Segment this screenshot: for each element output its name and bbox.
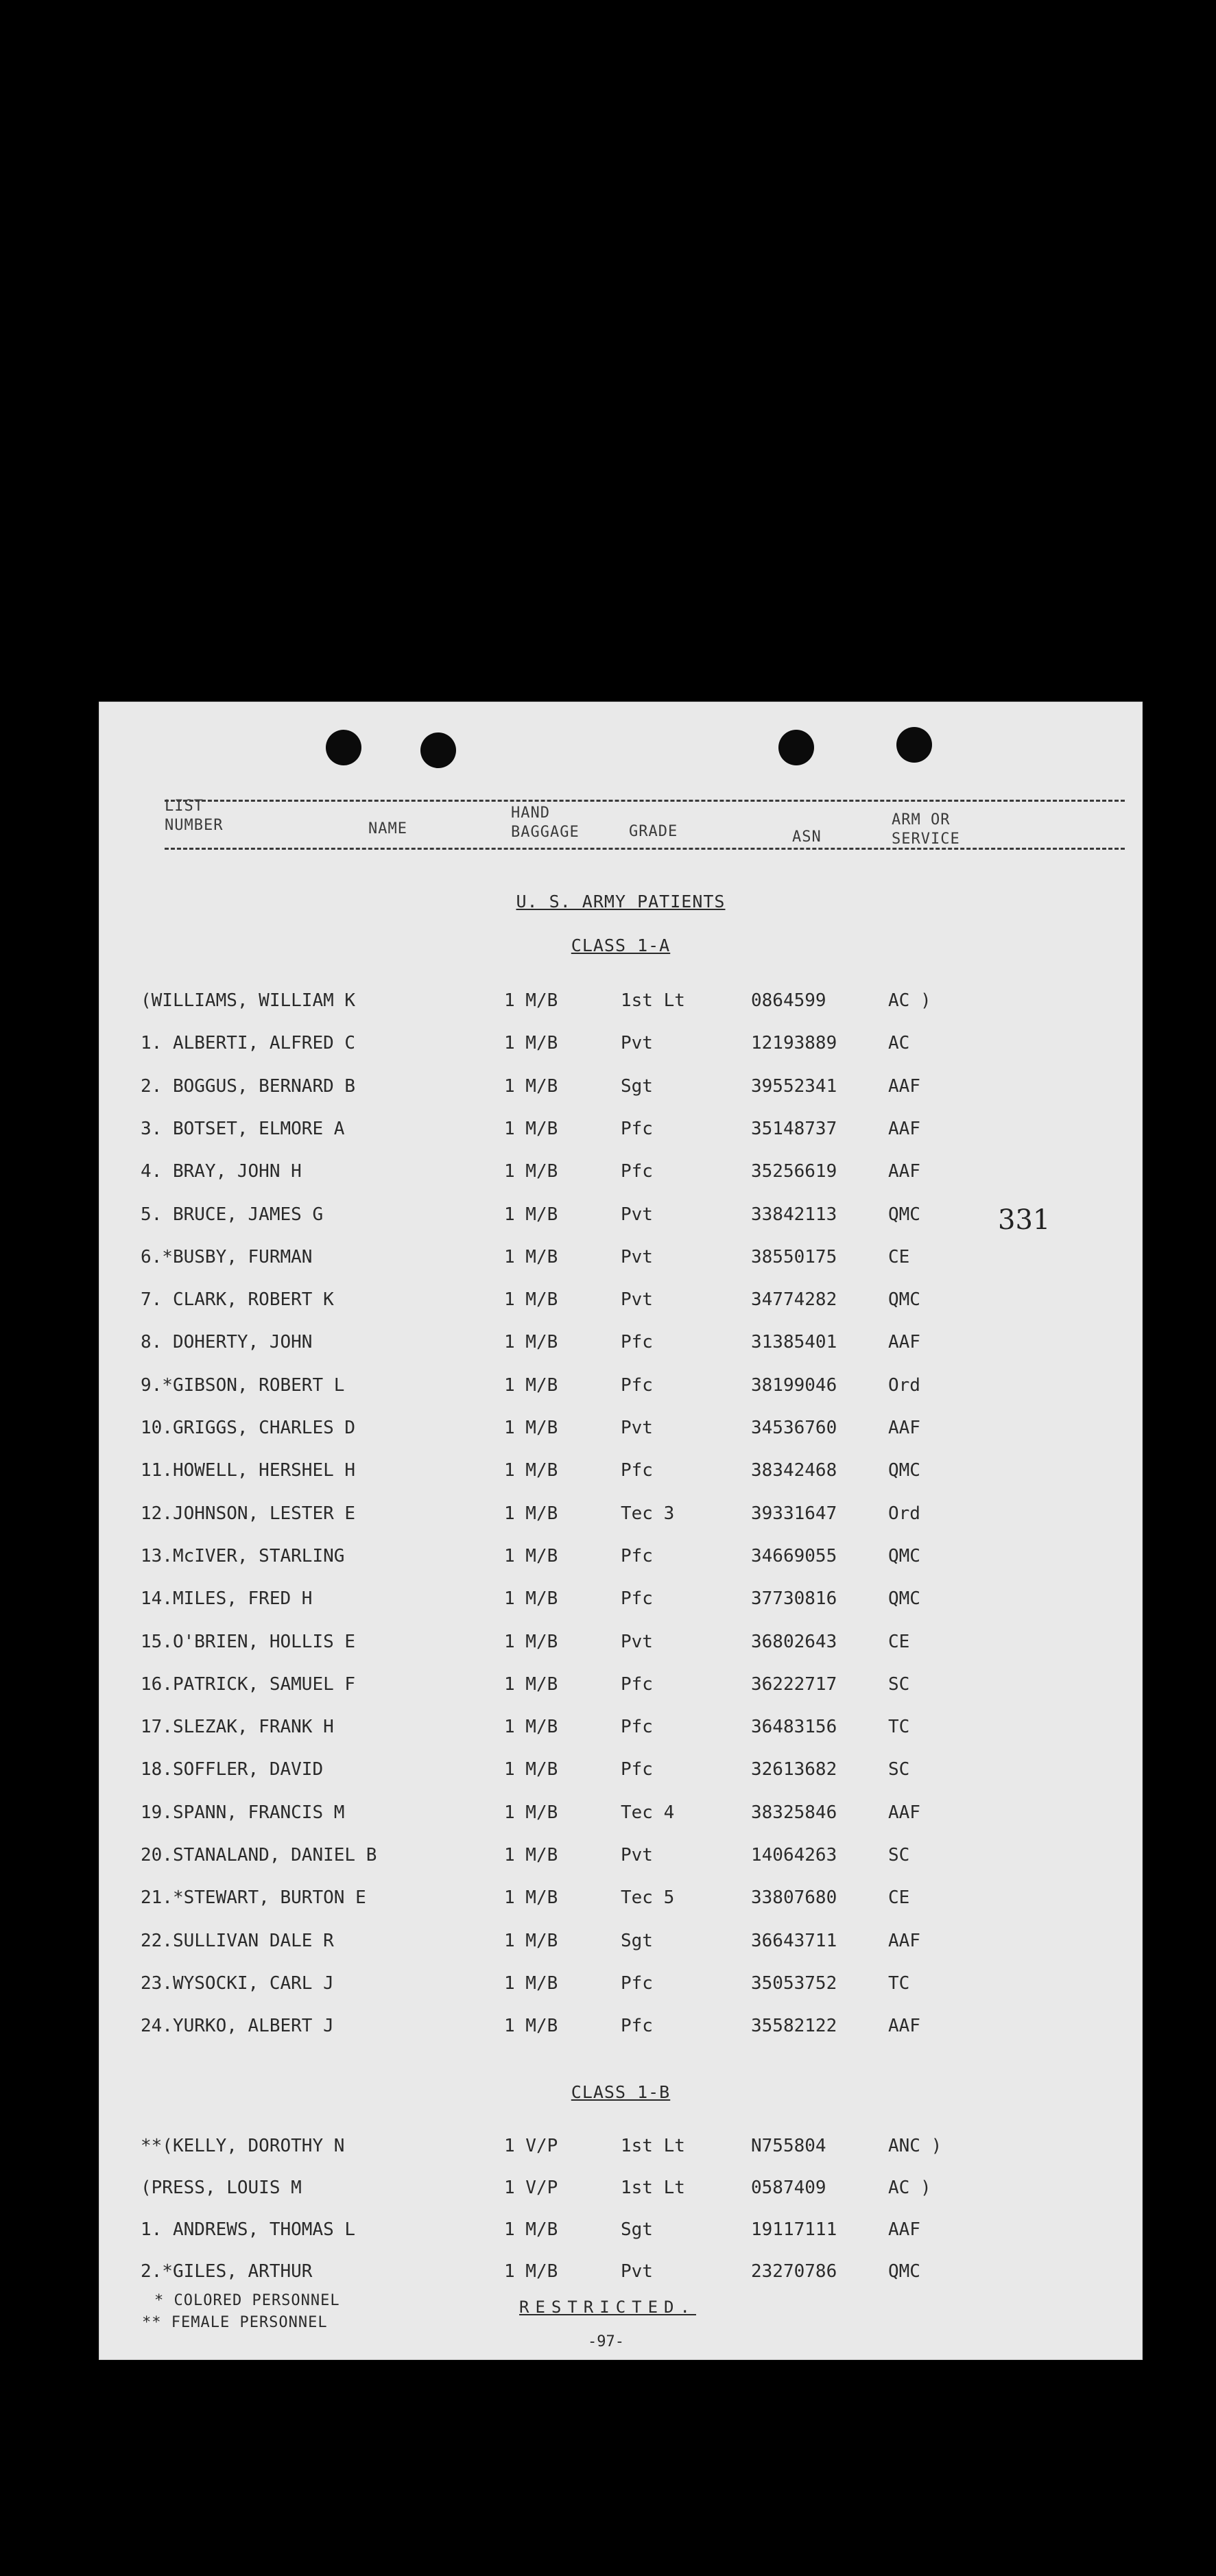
- asn: 34774282: [751, 1289, 837, 1311]
- table-row: [99, 1247, 1142, 1274]
- arm-or-service: AAF: [888, 1802, 920, 1823]
- patient-name: 11.HOWELL, HERSHEL H: [141, 1460, 356, 1481]
- patient-name: 9.*GIBSON, ROBERT L: [141, 1374, 345, 1396]
- patient-name: 10.GRIGGS, CHARLES D: [141, 1418, 356, 1438]
- arm-or-service: Ord: [888, 1374, 920, 1396]
- arm-or-service: CE: [888, 1246, 910, 1267]
- arm-or-service: AAF: [888, 2219, 920, 2240]
- patient-name: (PRESS, LOUIS M: [141, 2178, 302, 2198]
- asn: 34669055: [751, 1545, 837, 1566]
- arm-or-service: TC: [888, 1972, 910, 1994]
- grade: Pfc: [621, 1717, 653, 1738]
- header-arm-or-service: ARM OR SERVICE: [892, 811, 960, 848]
- arm-or-service: AAF: [888, 1118, 920, 1139]
- arm-or-service: QMC: [888, 1545, 920, 1566]
- footnote-female: ** FEMALE PERSONNEL: [142, 2314, 328, 2331]
- hand-baggage: 1 M/B: [504, 1332, 558, 1353]
- arm-or-service: QMC: [888, 1289, 920, 1311]
- patient-name: 7. CLARK, ROBERT K: [141, 1289, 334, 1311]
- header-grade: GRADE: [629, 823, 678, 840]
- hand-baggage: 1 M/B: [504, 1161, 558, 1182]
- asn: 39331647: [751, 1503, 837, 1524]
- grade: Pvt: [621, 1289, 653, 1311]
- hand-baggage: 1 M/B: [504, 1802, 558, 1823]
- footnote-colored: * COLORED PERSONNEL: [154, 2292, 340, 2309]
- grade: Pfc: [621, 2016, 653, 2037]
- table-row: [99, 1503, 1142, 1531]
- arm-or-service: CE: [888, 1631, 910, 1652]
- grade: 1st Lt: [621, 2136, 685, 2156]
- patient-name: 16.PATRICK, SAMUEL F: [141, 1673, 356, 1695]
- asn: 36643711: [751, 1930, 837, 1951]
- grade: Pvt: [621, 1845, 653, 1865]
- arm-or-service: SC: [888, 1759, 910, 1780]
- hand-baggage: 1 M/B: [504, 2219, 558, 2240]
- arm-or-service: TC: [888, 1717, 910, 1738]
- grade: Pfc: [621, 1460, 653, 1481]
- hand-baggage: 1 M/B: [504, 1503, 558, 1524]
- asn: 35582122: [751, 2016, 837, 2037]
- asn: 38325846: [751, 1802, 837, 1823]
- grade: Pvt: [621, 1246, 653, 1267]
- grade: Sgt: [621, 2219, 653, 2240]
- table-row: [99, 1418, 1142, 1445]
- hand-baggage: 1 M/B: [504, 1717, 558, 1738]
- arm-or-service: AC ): [888, 990, 931, 1011]
- asn: N755804: [751, 2136, 826, 2156]
- patient-name: 6.*BUSBY, FURMAN: [141, 1246, 313, 1267]
- punch-hole: [896, 727, 932, 763]
- header-hand-baggage: HAND BAGGAGE: [511, 804, 580, 841]
- patient-name: (WILLIAMS, WILLIAM K: [141, 990, 356, 1011]
- asn: 12193889: [751, 1033, 837, 1054]
- grade: 1st Lt: [621, 990, 685, 1011]
- patient-name: 23.WYSOCKI, CARL J: [141, 1972, 334, 1994]
- grade: Tec 5: [621, 1887, 675, 1909]
- hand-baggage: 1 M/B: [504, 1545, 558, 1566]
- patient-name: 1. ALBERTI, ALFRED C: [141, 1033, 356, 1054]
- grade: Pvt: [621, 1418, 653, 1438]
- grade: 1st Lt: [621, 2178, 685, 2198]
- hand-baggage: 1 V/P: [504, 2178, 558, 2198]
- grade: Sgt: [621, 1075, 653, 1097]
- hand-baggage: 1 M/B: [504, 1631, 558, 1652]
- arm-or-service: QMC: [888, 1460, 920, 1481]
- arm-or-service: QMC: [888, 2261, 920, 2282]
- grade: Pfc: [621, 1332, 653, 1353]
- asn: 23270786: [751, 2261, 837, 2282]
- page-number: -97-: [588, 2333, 624, 2350]
- asn: 38342468: [751, 1460, 837, 1481]
- patient-name: 12.JOHNSON, LESTER E: [141, 1503, 356, 1524]
- class-1a-heading: CLASS 1-A: [571, 935, 671, 955]
- arm-or-service: SC: [888, 1845, 910, 1865]
- asn: 32613682: [751, 1759, 837, 1780]
- asn: 33842113: [751, 1204, 837, 1225]
- arm-or-service: QMC: [888, 1204, 920, 1225]
- patient-name: 20.STANALAND, DANIEL B: [141, 1845, 377, 1865]
- hand-baggage: 1 M/B: [504, 1418, 558, 1438]
- table-row: [99, 1632, 1142, 1659]
- asn: 31385401: [751, 1332, 837, 1353]
- header-name: NAME: [368, 820, 407, 837]
- table-row: [99, 1460, 1142, 1488]
- table-row: [99, 1588, 1142, 1616]
- asn: 37730816: [751, 1588, 837, 1610]
- hand-baggage: 1 M/B: [504, 1289, 558, 1311]
- table-row: [99, 1204, 1142, 1232]
- restricted-marking: RESTRICTED.: [519, 2298, 696, 2317]
- table-row: [99, 990, 1142, 1018]
- patient-name: 2. BOGGUS, BERNARD B: [141, 1075, 356, 1097]
- asn: 35256619: [751, 1161, 837, 1182]
- header-asn: ASN: [792, 828, 822, 846]
- asn: 38550175: [751, 1246, 837, 1267]
- table-row: [99, 1759, 1142, 1787]
- table-row: [99, 1161, 1142, 1189]
- patient-name: 4. BRAY, JOHN H: [141, 1161, 302, 1182]
- table-row: [99, 1717, 1142, 1744]
- arm-or-service: AC: [888, 1033, 910, 1054]
- arm-or-service: AAF: [888, 1930, 920, 1951]
- patient-name: 24.YURKO, ALBERT J: [141, 2016, 334, 2037]
- asn: 36222717: [751, 1673, 837, 1695]
- hand-baggage: 1 M/B: [504, 1075, 558, 1097]
- grade: Pfc: [621, 1545, 653, 1566]
- patient-name: 1. ANDREWS, THOMAS L: [141, 2219, 356, 2240]
- patient-name: 13.McIVER, STARLING: [141, 1545, 345, 1566]
- patient-name: 2.*GILES, ARTHUR: [141, 2261, 313, 2282]
- asn: 35148737: [751, 1118, 837, 1139]
- asn: 19117111: [751, 2219, 837, 2240]
- patient-name: 21.*STEWART, BURTON E: [141, 1887, 366, 1909]
- hand-baggage: 1 M/B: [504, 990, 558, 1011]
- hand-baggage: 1 M/B: [504, 1460, 558, 1481]
- asn: 35053752: [751, 1972, 837, 1994]
- hand-baggage: 1 M/B: [504, 1204, 558, 1225]
- patient-name: 17.SLEZAK, FRANK H: [141, 1717, 334, 1738]
- hand-baggage: 1 M/B: [504, 1673, 558, 1695]
- grade: Pfc: [621, 1588, 653, 1610]
- header-list-number: LIST NUMBER: [165, 798, 224, 834]
- asn: 38199046: [751, 1374, 837, 1396]
- patient-name: 19.SPANN, FRANCIS M: [141, 1802, 345, 1823]
- hand-baggage: 1 M/B: [504, 2016, 558, 2037]
- hand-baggage: 1 M/B: [504, 1588, 558, 1610]
- patient-name: 3. BOTSET, ELMORE A: [141, 1118, 345, 1139]
- page-title: U. S. ARMY PATIENTS: [516, 892, 726, 911]
- table-row: [99, 2261, 1142, 2289]
- table-row: [99, 2016, 1142, 2043]
- hand-baggage: 1 M/B: [504, 1246, 558, 1267]
- table-row: [99, 2136, 1142, 2163]
- hand-baggage: 1 M/B: [504, 1374, 558, 1396]
- table-row: [99, 1033, 1142, 1060]
- patient-name: 8. DOHERTY, JOHN: [141, 1332, 313, 1353]
- grade: Pfc: [621, 1374, 653, 1396]
- table-row: [99, 1076, 1142, 1104]
- grade: Pfc: [621, 1972, 653, 1994]
- arm-or-service: Ord: [888, 1503, 920, 1524]
- hand-baggage: 1 M/B: [504, 1118, 558, 1139]
- table-row: [99, 2178, 1142, 2205]
- hand-baggage: 1 M/B: [504, 1845, 558, 1865]
- asn: 14064263: [751, 1845, 837, 1865]
- table-row: [99, 1332, 1142, 1359]
- hand-baggage: 1 M/B: [504, 1759, 558, 1780]
- grade: Pfc: [621, 1673, 653, 1695]
- hand-baggage: 1 M/B: [504, 2261, 558, 2282]
- hand-baggage: 1 M/B: [504, 1887, 558, 1909]
- hand-baggage: 1 M/B: [504, 1930, 558, 1951]
- table-row: [99, 1931, 1142, 1958]
- asn: 33807680: [751, 1887, 837, 1909]
- punch-hole: [326, 730, 361, 765]
- arm-or-service: SC: [888, 1673, 910, 1695]
- asn: 0864599: [751, 990, 826, 1011]
- arm-or-service: ANC ): [888, 2136, 942, 2156]
- asn: 39552341: [751, 1075, 837, 1097]
- table-row: [99, 1119, 1142, 1146]
- header-rule-top: [165, 800, 1125, 802]
- asn: 34536760: [751, 1418, 837, 1438]
- asn: 0587409: [751, 2178, 826, 2198]
- punch-hole: [778, 730, 814, 765]
- grade: Pfc: [621, 1161, 653, 1182]
- grade: Pfc: [621, 1759, 653, 1780]
- class-1b-heading: CLASS 1-B: [571, 2082, 671, 2102]
- patient-name: 15.O'BRIEN, HOLLIS E: [141, 1631, 356, 1652]
- grade: Pvt: [621, 1204, 653, 1225]
- grade: Pvt: [621, 1631, 653, 1652]
- arm-or-service: AAF: [888, 1161, 920, 1182]
- table-row: [99, 1674, 1142, 1702]
- grade: Pfc: [621, 1118, 653, 1139]
- arm-or-service: AC ): [888, 2178, 931, 2198]
- patient-name: 5. BRUCE, JAMES G: [141, 1204, 324, 1225]
- grade: Pvt: [621, 1033, 653, 1054]
- stamp-number: 331: [998, 1204, 1051, 1236]
- patient-name: **(KELLY, DOROTHY N: [141, 2136, 345, 2156]
- patient-name: 14.MILES, FRED H: [141, 1588, 313, 1610]
- document-page: [99, 702, 1142, 2359]
- arm-or-service: AAF: [888, 1418, 920, 1438]
- table-row: [99, 1845, 1142, 1872]
- patient-name: 18.SOFFLER, DAVID: [141, 1759, 324, 1780]
- grade: Tec 4: [621, 1802, 675, 1823]
- asn: 36802643: [751, 1631, 837, 1652]
- arm-or-service: AAF: [888, 1332, 920, 1353]
- hand-baggage: 1 M/B: [504, 1033, 558, 1054]
- punch-hole: [420, 732, 456, 768]
- table-row: [99, 1546, 1142, 1573]
- arm-or-service: AAF: [888, 2016, 920, 2037]
- grade: Tec 3: [621, 1503, 675, 1524]
- table-row: [99, 1802, 1142, 1830]
- grade: Pvt: [621, 2261, 653, 2282]
- arm-or-service: QMC: [888, 1588, 920, 1610]
- grade: Sgt: [621, 1930, 653, 1951]
- table-row: [99, 1289, 1142, 1317]
- table-row: [99, 2219, 1142, 2247]
- hand-baggage: 1 M/B: [504, 1972, 558, 1994]
- table-row: [99, 1887, 1142, 1915]
- header-rule-bottom: [165, 848, 1125, 850]
- hand-baggage: 1 V/P: [504, 2136, 558, 2156]
- arm-or-service: AAF: [888, 1075, 920, 1097]
- arm-or-service: CE: [888, 1887, 910, 1909]
- patient-name: 22.SULLIVAN DALE R: [141, 1930, 334, 1951]
- table-row: [99, 1973, 1142, 2001]
- table-row: [99, 1375, 1142, 1403]
- asn: 36483156: [751, 1717, 837, 1738]
